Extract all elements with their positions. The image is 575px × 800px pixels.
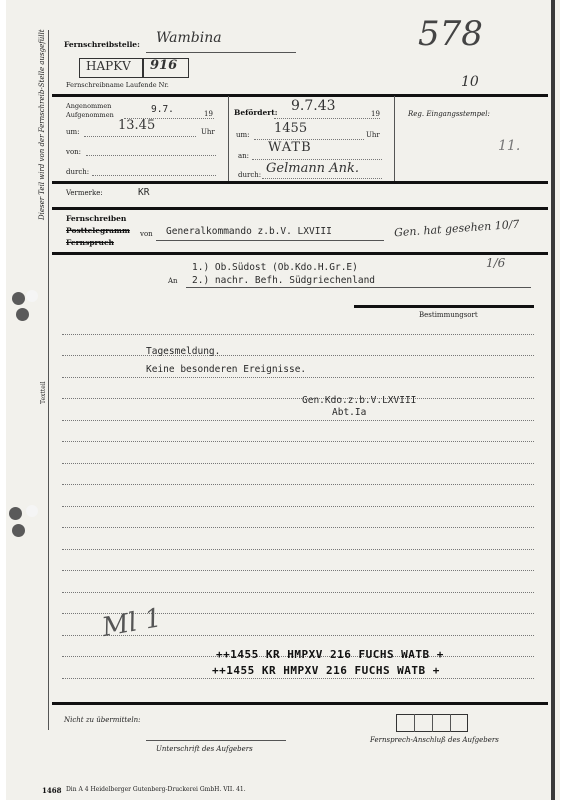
signature-caption: Unterschrift des Aufgebers xyxy=(156,745,253,753)
rule-header xyxy=(52,94,548,97)
sender-type-3: Fernspruch xyxy=(66,238,114,247)
text-part-label: Textteil xyxy=(40,381,47,404)
destination-rule xyxy=(354,305,534,308)
not-transmit-label: Nicht zu übermitteln: xyxy=(64,716,141,724)
sender-line xyxy=(156,240,384,241)
stamp-label: Reg. Eingangsstempel: xyxy=(408,110,490,118)
name-box-text: HAPKV xyxy=(86,59,131,73)
received-time: 13.45 xyxy=(118,118,156,133)
vertical-margin-note: Dieser Teil wird von der Fernschreib-Stelle ausgefüllt xyxy=(38,29,46,220)
punch-hole xyxy=(12,292,25,305)
rule-vermerke-bottom xyxy=(52,207,548,210)
handwritten-initials: Ml 1 xyxy=(99,603,164,643)
label-um: um: xyxy=(66,128,80,136)
label-angenommen: Angenommen xyxy=(66,102,112,110)
signature-line-1: Gen.Kdo.z.b.V.LXVIII xyxy=(302,395,417,406)
top-right-number: 578 xyxy=(418,14,483,54)
signature-line xyxy=(146,740,286,741)
forwarded-date: 9.7.43 xyxy=(291,98,336,114)
forwarded-an-value: WATB xyxy=(268,140,312,155)
sender-handwritten-mark: 1/6 xyxy=(486,256,506,270)
rule-sender-bottom xyxy=(52,252,548,255)
punch-hole xyxy=(12,524,25,537)
teletype-strip-1: ++1455 KR HMPXV 216 FUCHS WATB + xyxy=(216,648,444,661)
vermerke-value: KR xyxy=(138,187,150,198)
sender-type-2: Posttelegramm xyxy=(66,226,130,235)
destination-label: Bestimmungsort xyxy=(419,311,478,319)
forwarded-time: 1455 xyxy=(274,121,308,136)
divider xyxy=(228,96,229,182)
divider xyxy=(394,96,395,182)
rule-vermerke-top xyxy=(52,181,548,184)
punch-hole xyxy=(26,290,38,302)
sender-type-1: Fernschreiben xyxy=(66,214,127,223)
an-label: An xyxy=(168,277,178,285)
teletype-strip-2: ++1455 KR HMPXV 216 FUCHS WATB + xyxy=(212,664,440,677)
forwarded-label-durch: durch: xyxy=(238,171,262,179)
rule-footer-top xyxy=(52,702,548,705)
message-line-2: Keine besonderen Ereignisse. xyxy=(146,364,307,375)
right-edge xyxy=(551,0,555,800)
forwarded-durch-line xyxy=(262,178,382,179)
message-line-1: Tagesmeldung. xyxy=(146,346,221,357)
received-time-line xyxy=(84,136,196,137)
forwarded-label-um: um: xyxy=(236,131,250,139)
label-von: von: xyxy=(66,148,82,156)
forwarded-an-line xyxy=(252,159,382,160)
received-year: 19 xyxy=(204,110,213,118)
vermerke-label: Vermerke: xyxy=(66,189,103,197)
von-line xyxy=(86,155,216,156)
top-right-sub: 10 xyxy=(461,74,479,90)
station-value: Wambina xyxy=(156,30,222,46)
forwarded-year: 19 xyxy=(371,110,380,118)
signature-line-2: Abt.Ia xyxy=(332,407,367,418)
durch-line xyxy=(92,175,216,176)
sender-handwritten-note: Gen. hat gesehen 10/7 xyxy=(393,217,520,240)
von-label: von xyxy=(140,230,153,238)
punch-hole xyxy=(16,308,29,321)
stamp-mark: 11. xyxy=(498,138,521,154)
forwarded-label-an: an: xyxy=(238,152,250,160)
running-no-value: 916 xyxy=(150,58,178,73)
forwarded-label-uhr: Uhr xyxy=(366,131,380,139)
label-uhr: Uhr xyxy=(201,128,215,136)
station-label: Fernschreibstelle: xyxy=(64,40,140,49)
punch-hole xyxy=(26,505,38,517)
station-line xyxy=(146,52,296,53)
label-aufgenommen: Aufgenommen xyxy=(66,111,114,119)
recipient-line-1: 1.) Ob.Südost (Ob.Kdo.H.Gr.E) xyxy=(192,262,358,273)
punch-hole xyxy=(9,507,22,520)
recipient-line-2: 2.) nachr. Befh. Südgriechenland xyxy=(192,275,376,286)
sender-from: Generalkommando z.b.V. LXVIII xyxy=(166,226,332,237)
left-rule xyxy=(48,30,49,730)
forwarded-date-line xyxy=(274,118,380,119)
forwarded-durch-value: Gelmann Ank. xyxy=(266,161,359,176)
label-durch: durch: xyxy=(66,168,90,176)
name-caption: Fernschreibname Laufende Nr. xyxy=(66,81,169,89)
teletype-form xyxy=(6,0,560,800)
print-number: 1468 xyxy=(42,786,62,795)
recipient-line xyxy=(186,287,531,288)
print-line: Din A 4 Heidelberger Gutenberg-Druckerei GmbH. VII. 41. xyxy=(66,786,246,793)
received-date: 9.7. xyxy=(151,104,174,115)
label-befordert: Befördert: xyxy=(234,108,278,117)
phone-caption: Fernsprech-Anschluß des Aufgebers xyxy=(370,736,499,744)
